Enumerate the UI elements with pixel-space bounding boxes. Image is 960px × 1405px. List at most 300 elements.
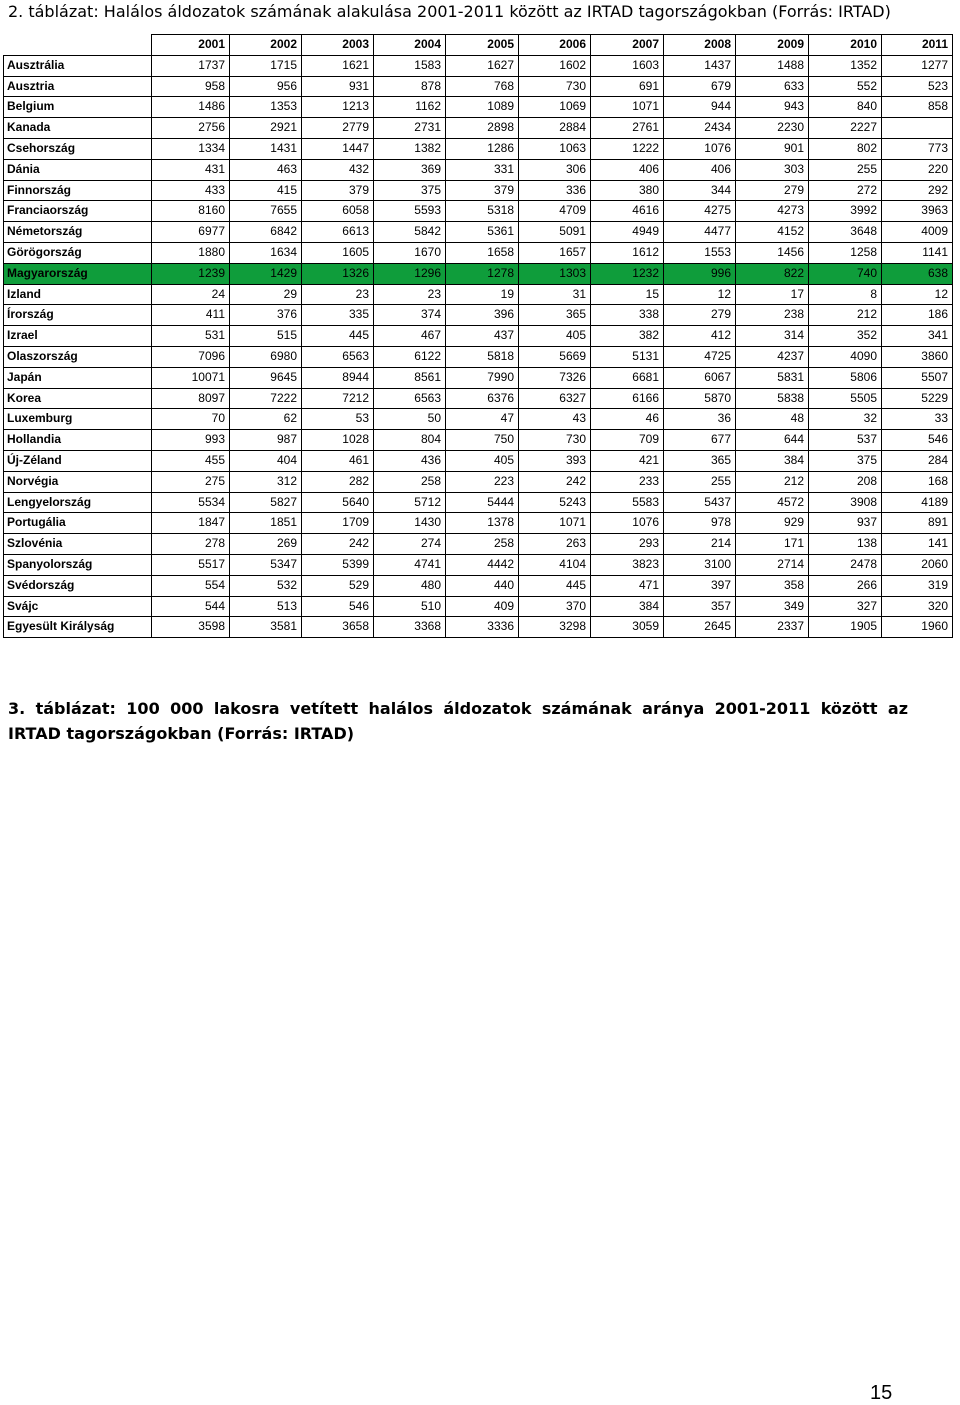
value-cell: 554	[152, 575, 230, 596]
value-cell: 258	[374, 471, 446, 492]
value-cell: 331	[446, 159, 519, 180]
value-cell: 7212	[302, 388, 374, 409]
value-cell: 1222	[591, 138, 664, 159]
value-cell: 943	[736, 97, 809, 118]
table-row	[4, 138, 953, 159]
table-row	[4, 430, 953, 451]
value-cell: 1456	[736, 242, 809, 263]
value-cell: 327	[809, 596, 882, 617]
value-cell: 2645	[664, 617, 736, 638]
value-cell: 804	[374, 430, 446, 451]
value-cell: 409	[446, 596, 519, 617]
value-cell: 208	[809, 471, 882, 492]
value-cell: 544	[152, 596, 230, 617]
value-cell: 768	[446, 76, 519, 97]
table-row	[4, 492, 953, 513]
year-header: 2011	[882, 35, 953, 56]
value-cell: 3100	[664, 554, 736, 575]
country-cell: Görögország	[4, 242, 152, 263]
value-cell: 546	[882, 430, 953, 451]
value-cell: 4725	[664, 346, 736, 367]
value-cell: 537	[809, 430, 882, 451]
value-cell: 397	[664, 575, 736, 596]
value-cell: 255	[664, 471, 736, 492]
value-cell: 3860	[882, 346, 953, 367]
value-cell: 171	[736, 534, 809, 555]
country-cell: Svédország	[4, 575, 152, 596]
value-cell: 349	[736, 596, 809, 617]
value-cell: 679	[664, 76, 736, 97]
value-cell: 6122	[374, 346, 446, 367]
value-cell: 1162	[374, 97, 446, 118]
table-row	[4, 513, 953, 534]
value-cell: 822	[736, 263, 809, 284]
value-cell: 1851	[230, 513, 302, 534]
value-cell: 6980	[230, 346, 302, 367]
value-cell: 3908	[809, 492, 882, 513]
header-corner	[4, 35, 152, 56]
country-cell: Ausztrália	[4, 55, 152, 76]
value-cell: 379	[446, 180, 519, 201]
value-cell: 6681	[591, 367, 664, 388]
value-cell: 6613	[302, 222, 374, 243]
value-cell: 445	[302, 326, 374, 347]
value-cell: 1715	[230, 55, 302, 76]
value-cell: 4709	[519, 201, 591, 222]
value-cell: 405	[446, 450, 519, 471]
value-cell: 1296	[374, 263, 446, 284]
value-cell: 62	[230, 409, 302, 430]
country-cell: Japán	[4, 367, 152, 388]
table-row	[4, 326, 953, 347]
value-cell: 1847	[152, 513, 230, 534]
value-cell: 266	[809, 575, 882, 596]
country-cell: Hollandia	[4, 430, 152, 451]
country-cell: Csehország	[4, 138, 152, 159]
value-cell: 901	[736, 138, 809, 159]
country-cell: Egyesült Királyság	[4, 617, 152, 638]
table-row	[4, 159, 953, 180]
value-cell: 357	[664, 596, 736, 617]
value-cell: 8160	[152, 201, 230, 222]
value-cell: 3992	[809, 201, 882, 222]
value-cell: 1141	[882, 242, 953, 263]
value-cell: 4237	[736, 346, 809, 367]
value-cell: 6376	[446, 388, 519, 409]
table-row	[4, 575, 953, 596]
country-cell: Svájc	[4, 596, 152, 617]
value-cell: 463	[230, 159, 302, 180]
country-cell: Izrael	[4, 326, 152, 347]
country-cell: Belgium	[4, 97, 152, 118]
value-cell: 1603	[591, 55, 664, 76]
country-cell: Írország	[4, 305, 152, 326]
value-cell: 168	[882, 471, 953, 492]
value-cell: 5831	[736, 367, 809, 388]
value-cell: 1089	[446, 97, 519, 118]
value-cell: 1429	[230, 263, 302, 284]
value-cell: 6563	[374, 388, 446, 409]
value-cell: 2779	[302, 118, 374, 139]
value-cell: 314	[736, 326, 809, 347]
value-cell: 3823	[591, 554, 664, 575]
table-row	[4, 346, 953, 367]
value-cell: 5399	[302, 554, 374, 575]
year-header: 2009	[736, 35, 809, 56]
value-cell: 344	[664, 180, 736, 201]
value-cell: 1071	[591, 97, 664, 118]
value-cell: 1286	[446, 138, 519, 159]
table-row	[4, 284, 953, 305]
value-cell: 369	[374, 159, 446, 180]
value-cell: 352	[809, 326, 882, 347]
value-cell: 5361	[446, 222, 519, 243]
value-cell: 242	[302, 534, 374, 555]
table-row	[4, 471, 953, 492]
value-cell: 471	[591, 575, 664, 596]
value-cell: 3648	[809, 222, 882, 243]
value-cell: 6166	[591, 388, 664, 409]
value-cell: 370	[519, 596, 591, 617]
value-cell: 393	[519, 450, 591, 471]
value-cell: 5347	[230, 554, 302, 575]
value-cell: 677	[664, 430, 736, 451]
year-header: 2001	[152, 35, 230, 56]
value-cell: 1627	[446, 55, 519, 76]
value-cell: 2060	[882, 554, 953, 575]
value-cell: 5870	[664, 388, 736, 409]
table-row	[4, 118, 953, 139]
value-cell: 4009	[882, 222, 953, 243]
value-cell: 1612	[591, 242, 664, 263]
value-cell: 5640	[302, 492, 374, 513]
value-cell: 319	[882, 575, 953, 596]
value-cell: 233	[591, 471, 664, 492]
value-cell: 532	[230, 575, 302, 596]
table-row	[4, 242, 953, 263]
value-cell: 5842	[374, 222, 446, 243]
value-cell: 996	[664, 263, 736, 284]
value-cell: 1486	[152, 97, 230, 118]
value-cell: 404	[230, 450, 302, 471]
value-cell: 4090	[809, 346, 882, 367]
value-cell: 5507	[882, 367, 953, 388]
value-cell: 46	[591, 409, 664, 430]
country-cell: Kanada	[4, 118, 152, 139]
value-cell: 552	[809, 76, 882, 97]
value-cell: 306	[519, 159, 591, 180]
value-cell: 2478	[809, 554, 882, 575]
value-cell: 278	[152, 534, 230, 555]
value-cell: 8561	[374, 367, 446, 388]
table-row	[4, 554, 953, 575]
value-cell: 858	[882, 97, 953, 118]
value-cell: 432	[302, 159, 374, 180]
value-cell: 375	[809, 450, 882, 471]
value-cell: 2731	[374, 118, 446, 139]
value-cell: 1488	[736, 55, 809, 76]
country-cell: Franciaország	[4, 201, 152, 222]
year-header: 2007	[591, 35, 664, 56]
value-cell: 5505	[809, 388, 882, 409]
value-cell: 335	[302, 305, 374, 326]
value-cell: 993	[152, 430, 230, 451]
value-cell: 5131	[591, 346, 664, 367]
value-cell: 1657	[519, 242, 591, 263]
value-cell: 5318	[446, 201, 519, 222]
value-cell: 7222	[230, 388, 302, 409]
value-cell: 23	[374, 284, 446, 305]
value-cell: 5229	[882, 388, 953, 409]
value-cell: 1382	[374, 138, 446, 159]
value-cell: 515	[230, 326, 302, 347]
value-cell: 1258	[809, 242, 882, 263]
value-cell: 303	[736, 159, 809, 180]
value-cell: 32	[809, 409, 882, 430]
value-cell: 1634	[230, 242, 302, 263]
value-cell: 223	[446, 471, 519, 492]
value-cell: 4104	[519, 554, 591, 575]
value-cell: 365	[519, 305, 591, 326]
value-cell: 282	[302, 471, 374, 492]
value-cell: 5818	[446, 346, 519, 367]
value-cell: 6327	[519, 388, 591, 409]
value-cell: 9645	[230, 367, 302, 388]
value-cell: 279	[664, 305, 736, 326]
value-cell: 1232	[591, 263, 664, 284]
year-header: 2002	[230, 35, 302, 56]
table-row	[4, 180, 953, 201]
value-cell: 2337	[736, 617, 809, 638]
value-cell: 31	[519, 284, 591, 305]
value-cell: 5838	[736, 388, 809, 409]
value-cell: 5534	[152, 492, 230, 513]
value-cell: 19	[446, 284, 519, 305]
value-cell: 29	[230, 284, 302, 305]
country-cell: Luxemburg	[4, 409, 152, 430]
value-cell: 4949	[591, 222, 664, 243]
value-cell: 382	[591, 326, 664, 347]
value-cell: 440	[446, 575, 519, 596]
value-cell: 284	[882, 450, 953, 471]
value-cell: 2227	[809, 118, 882, 139]
value-cell: 5517	[152, 554, 230, 575]
value-cell: 6067	[664, 367, 736, 388]
value-cell: 691	[591, 76, 664, 97]
value-cell: 70	[152, 409, 230, 430]
value-cell: 956	[230, 76, 302, 97]
value-cell: 4152	[736, 222, 809, 243]
value-cell: 944	[664, 97, 736, 118]
value-cell: 1353	[230, 97, 302, 118]
value-cell: 1213	[302, 97, 374, 118]
value-cell: 1670	[374, 242, 446, 263]
value-cell: 523	[882, 76, 953, 97]
value-cell: 384	[736, 450, 809, 471]
country-cell: Portugália	[4, 513, 152, 534]
value-cell: 53	[302, 409, 374, 430]
table-2-caption: 2. táblázat: Halálos áldozatok számának alakulása 2001-2011 között az IRTAD tagországokban (Forrás: IRTAD)	[8, 2, 891, 21]
value-cell: 445	[519, 575, 591, 596]
country-cell: Lengyelország	[4, 492, 152, 513]
value-cell: 24	[152, 284, 230, 305]
value-cell: 3298	[519, 617, 591, 638]
value-cell: 5091	[519, 222, 591, 243]
value-cell: 1447	[302, 138, 374, 159]
country-cell: Spanyolország	[4, 554, 152, 575]
table-row	[4, 596, 953, 617]
value-cell: 2898	[446, 118, 519, 139]
table-row	[4, 97, 953, 118]
value-cell: 269	[230, 534, 302, 555]
value-cell: 220	[882, 159, 953, 180]
value-cell: 1737	[152, 55, 230, 76]
value-cell: 15	[591, 284, 664, 305]
value-cell: 274	[374, 534, 446, 555]
value-cell: 1905	[809, 617, 882, 638]
value-cell: 379	[302, 180, 374, 201]
value-cell: 138	[809, 534, 882, 555]
value-cell: 320	[882, 596, 953, 617]
value-cell: 421	[591, 450, 664, 471]
country-cell: Új-Zéland	[4, 450, 152, 471]
value-cell: 6563	[302, 346, 374, 367]
value-cell: 2756	[152, 118, 230, 139]
value-cell: 3336	[446, 617, 519, 638]
value-cell: 5444	[446, 492, 519, 513]
value-cell: 5827	[230, 492, 302, 513]
value-cell: 1553	[664, 242, 736, 263]
value-cell: 341	[882, 326, 953, 347]
value-cell: 1658	[446, 242, 519, 263]
value-cell: 411	[152, 305, 230, 326]
value-cell: 212	[736, 471, 809, 492]
value-cell: 33	[882, 409, 953, 430]
value-cell: 1352	[809, 55, 882, 76]
value-cell: 374	[374, 305, 446, 326]
country-cell: Dánia	[4, 159, 152, 180]
value-cell: 513	[230, 596, 302, 617]
value-cell: 3658	[302, 617, 374, 638]
value-cell: 12	[664, 284, 736, 305]
value-cell: 1621	[302, 55, 374, 76]
value-cell: 255	[809, 159, 882, 180]
value-cell: 431	[152, 159, 230, 180]
year-header: 2006	[519, 35, 591, 56]
fatalities-table	[3, 34, 953, 638]
value-cell: 365	[664, 450, 736, 471]
value-cell: 531	[152, 326, 230, 347]
value-cell: 433	[152, 180, 230, 201]
value-cell: 1960	[882, 617, 953, 638]
value-cell: 275	[152, 471, 230, 492]
value-cell: 891	[882, 513, 953, 534]
value-cell: 6842	[230, 222, 302, 243]
value-cell: 1028	[302, 430, 374, 451]
value-cell: 6977	[152, 222, 230, 243]
value-cell: 1069	[519, 97, 591, 118]
value-cell: 4442	[446, 554, 519, 575]
value-cell: 1076	[591, 513, 664, 534]
value-cell: 412	[664, 326, 736, 347]
value-cell: 2921	[230, 118, 302, 139]
value-cell	[882, 118, 953, 139]
value-cell: 186	[882, 305, 953, 326]
value-cell: 292	[882, 180, 953, 201]
value-cell: 2884	[519, 118, 591, 139]
value-cell: 406	[591, 159, 664, 180]
table-row	[4, 367, 953, 388]
value-cell: 375	[374, 180, 446, 201]
year-header: 2004	[374, 35, 446, 56]
table-row	[4, 617, 953, 638]
value-cell: 47	[446, 409, 519, 430]
value-cell: 36	[664, 409, 736, 430]
value-cell: 10071	[152, 367, 230, 388]
value-cell: 1071	[519, 513, 591, 534]
value-cell: 7990	[446, 367, 519, 388]
value-cell: 338	[591, 305, 664, 326]
value-cell: 2434	[664, 118, 736, 139]
value-cell: 5583	[591, 492, 664, 513]
value-cell: 4273	[736, 201, 809, 222]
value-cell: 7096	[152, 346, 230, 367]
value-cell: 510	[374, 596, 446, 617]
value-cell: 405	[519, 326, 591, 347]
value-cell: 48	[736, 409, 809, 430]
value-cell: 3581	[230, 617, 302, 638]
value-cell: 2230	[736, 118, 809, 139]
country-cell: Izland	[4, 284, 152, 305]
value-cell: 546	[302, 596, 374, 617]
value-cell: 312	[230, 471, 302, 492]
value-cell: 7326	[519, 367, 591, 388]
value-cell: 5669	[519, 346, 591, 367]
table-row	[4, 222, 953, 243]
value-cell: 4741	[374, 554, 446, 575]
value-cell: 212	[809, 305, 882, 326]
page-number: 15	[870, 1382, 893, 1404]
value-cell: 1303	[519, 263, 591, 284]
table-row	[4, 534, 953, 555]
year-header: 2010	[809, 35, 882, 56]
value-cell: 279	[736, 180, 809, 201]
value-cell: 644	[736, 430, 809, 451]
value-cell: 1602	[519, 55, 591, 76]
value-cell: 3059	[591, 617, 664, 638]
table-row	[4, 55, 953, 76]
value-cell: 1334	[152, 138, 230, 159]
table-3-caption: 3. táblázat: 100 000 lakosra vetített halálos áldozatok számának aránya 2001-2011 között az IRTAD tagországokban (Forrás: IRTAD)	[8, 699, 908, 743]
country-cell: Olaszország	[4, 346, 152, 367]
value-cell: 436	[374, 450, 446, 471]
value-cell: 336	[519, 180, 591, 201]
value-cell: 5243	[519, 492, 591, 513]
value-cell: 258	[446, 534, 519, 555]
value-cell: 840	[809, 97, 882, 118]
value-cell: 987	[230, 430, 302, 451]
value-cell: 4275	[664, 201, 736, 222]
value-cell: 2761	[591, 118, 664, 139]
table-row	[4, 388, 953, 409]
value-cell: 1880	[152, 242, 230, 263]
value-cell: 529	[302, 575, 374, 596]
value-cell: 376	[230, 305, 302, 326]
value-cell: 633	[736, 76, 809, 97]
value-cell: 1277	[882, 55, 953, 76]
value-cell: 4477	[664, 222, 736, 243]
value-cell: 1278	[446, 263, 519, 284]
